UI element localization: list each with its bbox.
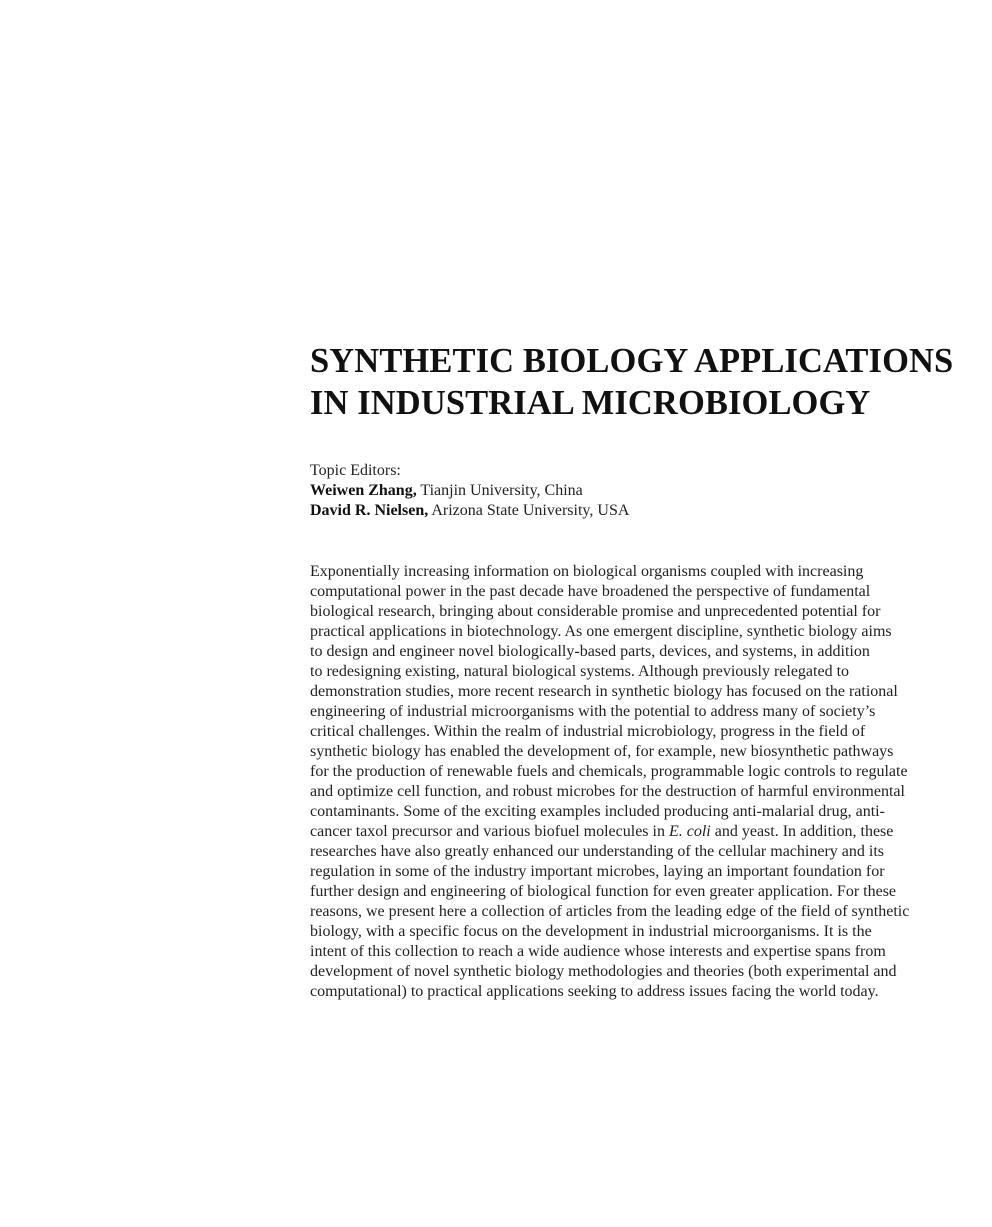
abstract-line-segment: cancer taxol precursor and various biofuel molecules in — [310, 823, 669, 840]
abstract-line: demonstration studies, more recent research in synthetic biology has focused on the rational — [310, 683, 898, 700]
editor-affiliation: Arizona State University, USA — [428, 502, 630, 519]
abstract-line: to design and engineer novel biologically-based parts, devices, and systems, in addition — [310, 643, 870, 660]
abstract-line: practical applications in biotechnology. As one emergent discipline, synthetic biology aims — [310, 623, 892, 640]
abstract-line: regulation in some of the industry important microbes, laying an important foundation for — [310, 863, 885, 880]
editor-entry — [310, 501, 950, 521]
abstract-line: biology, with a specific focus on the development in industrial microorganisms. It is the — [310, 923, 872, 940]
editor-name: Weiwen Zhang, — [310, 482, 417, 499]
abstract-line: synthetic biology has enabled the development of, for example, new biosynthetic pathways — [310, 743, 894, 760]
abstract-line: and optimize cell function, and robust microbes for the destruction of harmful environmental — [310, 783, 905, 800]
title-line-2: IN INDUSTRIAL MICROBIOLOGY — [310, 384, 871, 422]
abstract-line: engineering of industrial microorganisms with the potential to address many of society’s — [310, 703, 876, 720]
abstract-line: to redesigning existing, natural biological systems. Although previously relegated to — [310, 663, 850, 680]
abstract-line: intent of this collection to reach a wide audience whose interests and expertise spans from — [310, 943, 886, 960]
editor-entry — [310, 481, 950, 501]
abstract-line: critical challenges. Within the realm of industrial microbiology, progress in the field of — [310, 723, 866, 740]
topic-editors — [310, 461, 950, 521]
editor-name: David R. Nielsen, — [310, 502, 429, 519]
species-name-italic: E. coli — [668, 823, 711, 840]
abstract-line: researches have also greatly enhanced our understanding of the cellular machinery and its — [310, 843, 884, 860]
title-line-1: SYNTHETIC BIOLOGY APPLICATIONS — [310, 342, 954, 380]
abstract-line: reasons, we present here a collection of articles from the leading edge of the field of synthetic — [310, 903, 910, 920]
abstract-line: development of novel synthetic biology methodologies and theories (both experimental and — [310, 963, 897, 980]
page-title — [310, 340, 960, 424]
abstract-line: computational power in the past decade have broadened the perspective of fundamental — [310, 583, 871, 600]
abstract-line: computational) to practical applications seeking to address issues facing the world today. — [310, 983, 879, 1000]
editor-affiliation: Tianjin University, China — [416, 482, 583, 499]
abstract-line: contaminants. Some of the exciting examples included producing anti-malarial drug, anti- — [310, 803, 885, 820]
abstract-line: Exponentially increasing information on biological organisms coupled with increasing — [310, 563, 864, 580]
abstract-line: further design and engineering of biological function for even greater application. For these — [310, 883, 897, 900]
abstract-line-segment: and yeast. In addition, these — [710, 823, 894, 840]
abstract-line: biological research, bringing about considerable promise and unprecedented potential for — [310, 603, 881, 620]
abstract-text — [310, 562, 950, 1002]
editors-label: Topic Editors: — [310, 462, 401, 479]
abstract-line: for the production of renewable fuels and chemicals, programmable logic controls to regulate — [310, 763, 908, 780]
abstract-line — [310, 822, 950, 842]
